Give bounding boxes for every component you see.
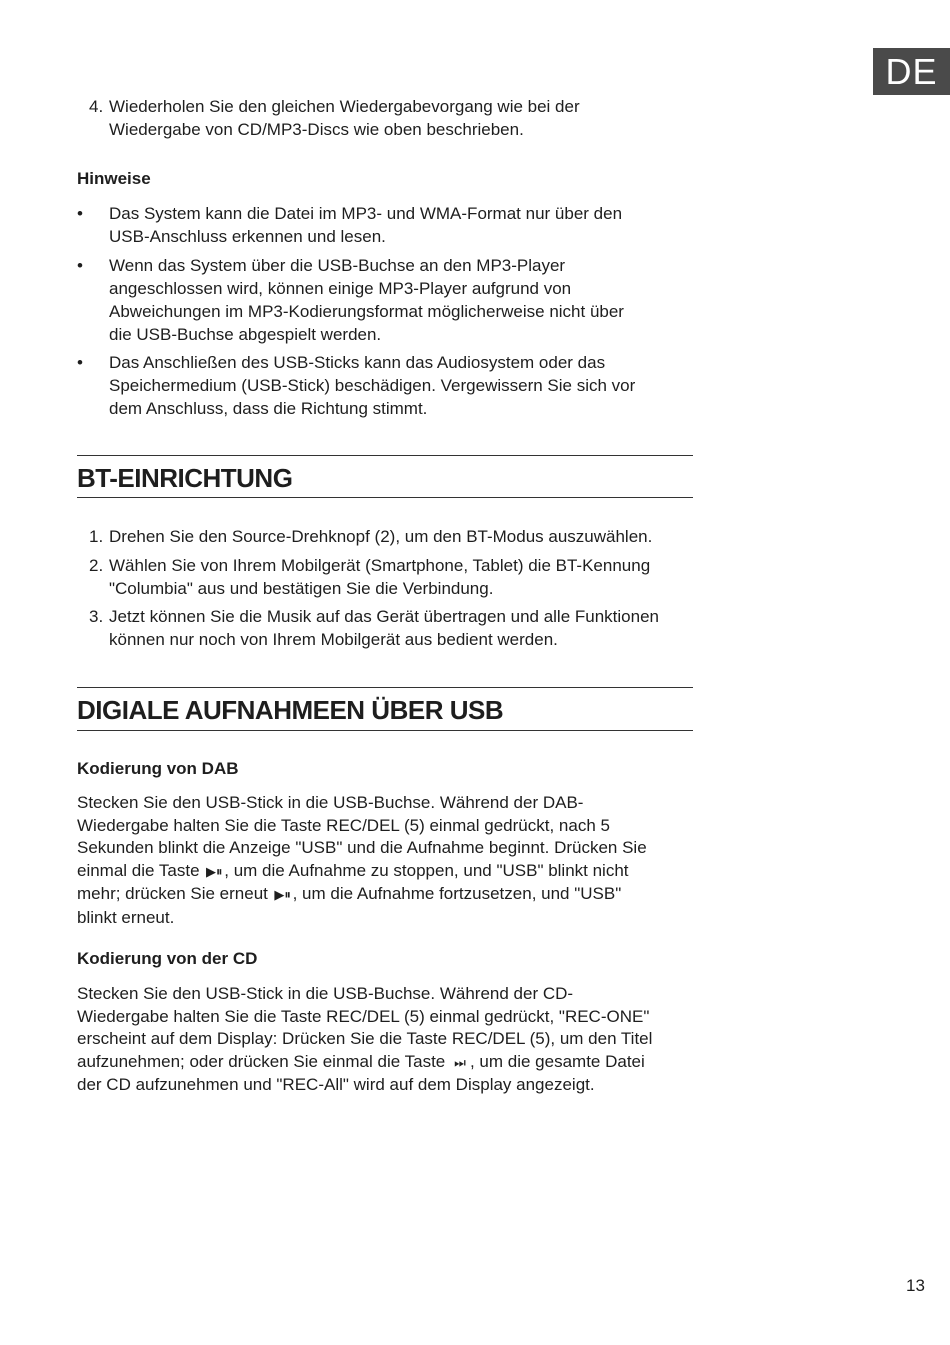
list-number: 4. bbox=[89, 97, 104, 116]
usb-section-title: DIGIALE AUFNAHMEEN ÜBER USB bbox=[77, 695, 504, 725]
cd-paragraph: Stecken Sie den USB-Stick in die USB-Buchse. Während der CD- Wiedergabe halten Sie die Taste REC/DEL (5) einmal gedrückt, "REC-ONE" erscheint auf dem Display: Drücken Sie die Taste REC/DEL (5), um den Titel aufzunehmen; oder drücken Sie einmal die Taste ⏭ , um die gesamte Datei der CD aufzunehmen und "REC-All" wird auf dem Display angezeigt. bbox=[77, 984, 653, 1095]
section-rule-bottom bbox=[77, 730, 693, 731]
page-number: 13 bbox=[906, 1276, 925, 1295]
bt-section-title: BT-EINRICHTUNG bbox=[77, 463, 293, 493]
dab-paragraph: Stecken Sie den USB-Stick in die USB-Buchse. Während der DAB- Wiedergabe halten Sie die Taste REC/DEL (5) einmal gedrückt, nach 5 Sekunden blinkt die Anzeige "USB" und die Aufnahme beginnt. Drücken Sie einmal die Taste ▶⏸ , um die Aufnahme zu stoppen, und "USB" blinkt nicht mehr; drücken Sie erneut ▶⏸ , um die Aufnahme fortzusetzen, und "USB" blinkt erneut. bbox=[77, 793, 647, 927]
list-number: 1. bbox=[89, 527, 104, 546]
play-pause-icon: ▶⏸ bbox=[206, 863, 223, 879]
list-text: Wiederholen Sie den gleichen Wiedergabevorgang wie bei der Wiedergabe von CD/MP3-Discs wie oben beschrieben. bbox=[109, 97, 580, 139]
hinweise-heading: Hinweise bbox=[77, 169, 151, 188]
bullet-icon: • bbox=[77, 204, 83, 223]
dab-heading: Kodierung von DAB bbox=[77, 759, 239, 778]
list-number: 2. bbox=[89, 556, 104, 575]
section-rule-top bbox=[77, 455, 693, 456]
language-tab: DE bbox=[873, 48, 950, 95]
cd-heading: Kodierung von der CD bbox=[77, 949, 258, 968]
skip-next-icon: ⏭ bbox=[454, 1054, 466, 1070]
bullet-icon: • bbox=[77, 353, 83, 372]
list-number: 3. bbox=[89, 607, 104, 626]
section-rule-bottom bbox=[77, 497, 693, 498]
section-rule-top bbox=[77, 687, 693, 688]
bullet-icon: • bbox=[77, 256, 83, 275]
play-pause-icon: ▶⏸ bbox=[274, 887, 291, 903]
